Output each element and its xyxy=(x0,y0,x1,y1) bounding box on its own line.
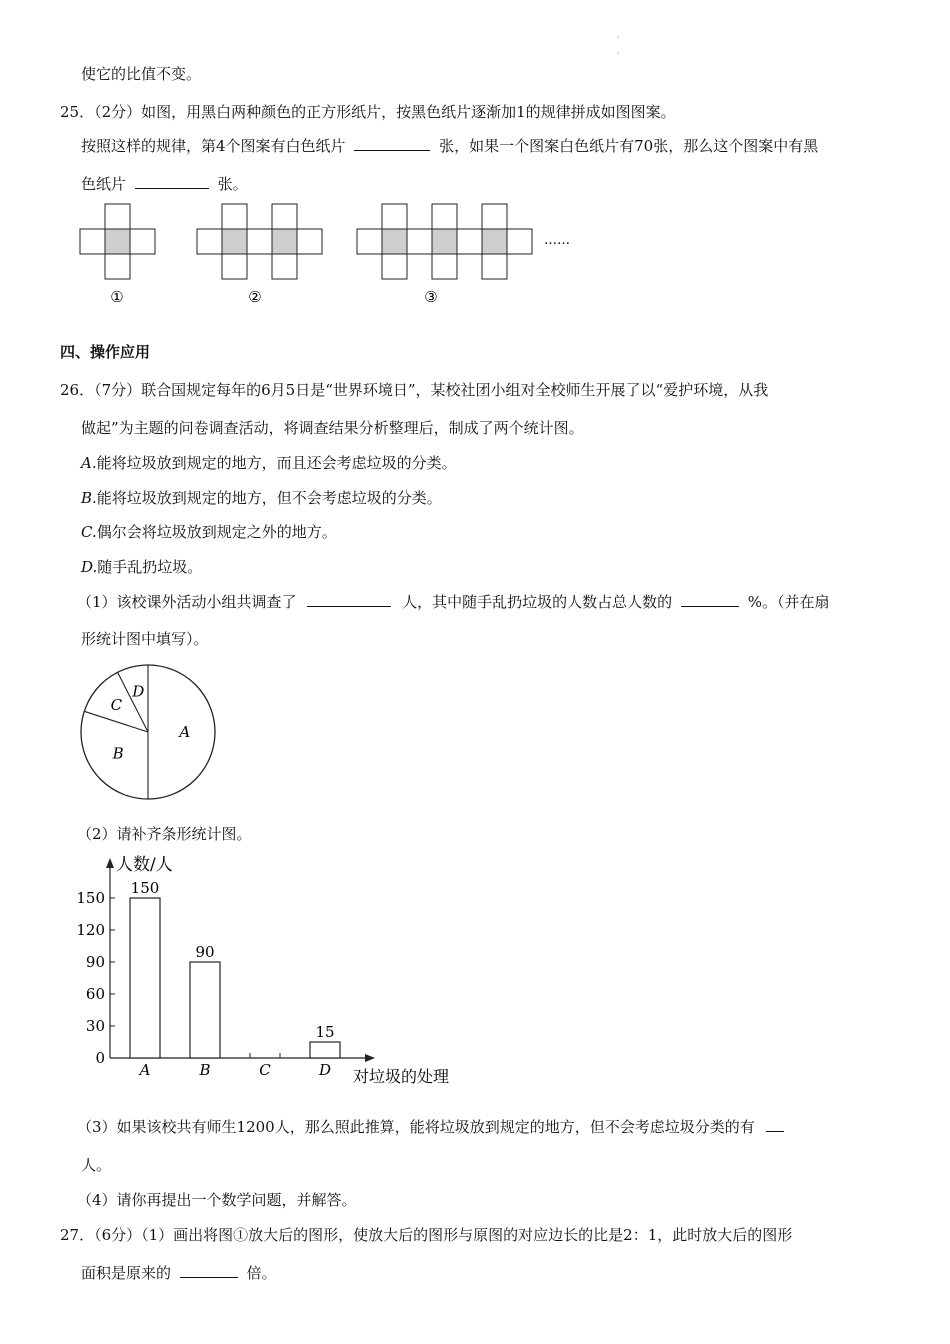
y-tick-label: 120 xyxy=(76,921,105,939)
option-d: D.随手乱扔垃圾。 xyxy=(81,558,203,576)
answer-blank[interactable] xyxy=(180,1263,238,1278)
bar-B xyxy=(190,962,220,1058)
pie-slice-label: B xyxy=(112,744,124,763)
part-1-line2: 形统计图中填写）。 xyxy=(81,630,209,648)
tile-pattern-figure xyxy=(60,194,620,314)
y-tick-label: 150 xyxy=(76,889,105,907)
bar-D xyxy=(310,1042,340,1058)
x-axis-arrow xyxy=(365,1054,375,1062)
white-tile xyxy=(272,254,297,279)
white-tile xyxy=(222,204,247,229)
question-25-line2: 按照这样的规律，第4个图案有白色纸片 张，如果一个图案白色纸片有70张，那么这个图案中有黑 xyxy=(81,137,819,155)
black-tile xyxy=(482,229,507,254)
pattern-ellipsis: …… xyxy=(544,233,570,248)
part-3: （3）如果该校共有师生1200人，那么照此推算，能将垃圾放到规定的地方，但不会考虑垃圾分类的有 xyxy=(77,1117,784,1137)
answer-blank[interactable] xyxy=(681,592,739,607)
pattern-label: ③ xyxy=(424,288,438,306)
white-tile xyxy=(105,254,130,279)
black-tile xyxy=(105,229,130,254)
question-27-stem: 27．（6分）（1）画出将图①放大后的图形，使放大后的图形与原图的对应边长的比是2：1，此时放大后的图形 xyxy=(60,1226,793,1244)
white-tile xyxy=(457,229,482,254)
white-tile xyxy=(357,229,382,254)
white-tile xyxy=(507,229,532,254)
white-tile xyxy=(130,229,155,254)
option-a: A.能将垃圾放到规定的地方，而且还会考虑垃圾的分类。 xyxy=(81,454,457,472)
x-axis-label: 对垃圾的处理 xyxy=(353,1067,450,1086)
answer-blank[interactable] xyxy=(766,1117,784,1132)
question-27-line2: 面积是原来的 倍。 xyxy=(81,1264,277,1282)
y-tick-label: 0 xyxy=(95,1049,105,1067)
white-tile xyxy=(382,204,407,229)
black-tile xyxy=(222,229,247,254)
pattern-2 xyxy=(197,204,322,279)
black-tile xyxy=(272,229,297,254)
y-tick-label: 30 xyxy=(85,1017,105,1035)
pattern-3 xyxy=(357,204,532,279)
y-tick-label: 60 xyxy=(85,985,105,1003)
bar-A xyxy=(130,898,160,1058)
corner-mark: ' xyxy=(617,35,620,44)
pattern-1 xyxy=(80,204,155,279)
option-c: C.偶尔会将垃圾放到规定之外的地方。 xyxy=(81,523,337,541)
bar-chart xyxy=(70,850,490,1090)
pattern-label: ① xyxy=(110,288,124,306)
question-25-stem: 25．（2分）如图，用黑白两种颜色的正方形纸片，按黑色纸片逐渐加1的规律拼成如图图案。 xyxy=(60,103,676,121)
pattern-label: ② xyxy=(248,288,262,306)
white-tile xyxy=(482,204,507,229)
black-tile xyxy=(432,229,457,254)
option-b: B.能将垃圾放到规定的地方，但不会考虑垃圾的分类。 xyxy=(81,489,442,507)
white-tile xyxy=(247,229,272,254)
white-tile xyxy=(432,204,457,229)
white-tile xyxy=(382,254,407,279)
pie-chart xyxy=(78,662,228,802)
white-tile xyxy=(407,229,432,254)
question-26-line2: 做起”为主题的问卷调查活动，将调查结果分析整理后，制成了两个统计图。 xyxy=(81,419,584,437)
answer-blank[interactable] xyxy=(354,136,430,151)
white-tile xyxy=(80,229,105,254)
part-4: （4）请你再提出一个数学问题，并解答。 xyxy=(77,1191,357,1209)
part-2: （2）请补齐条形统计图。 xyxy=(77,825,252,843)
white-tile xyxy=(105,204,130,229)
black-tile xyxy=(382,229,407,254)
x-category-label: C xyxy=(259,1061,271,1079)
white-tile xyxy=(197,229,222,254)
white-tile xyxy=(272,204,297,229)
bar-value-label: 150 xyxy=(130,879,160,897)
corner-mark: ' xyxy=(617,51,620,60)
section-heading: 四、操作应用 xyxy=(60,343,151,361)
x-category-label: D xyxy=(318,1061,332,1079)
question-26-stem: 26．（7分）联合国规定每年的6月5日是“世界环境日”，某校社团小组对全校师生开展了以“爱护环境，从我 xyxy=(60,381,769,399)
x-category-label: B xyxy=(199,1061,211,1079)
y-axis-label: 人数/人 xyxy=(116,855,173,875)
answer-blank[interactable] xyxy=(307,592,391,607)
white-tile xyxy=(297,229,322,254)
x-category-label: A xyxy=(139,1061,151,1079)
bar-value-label: 90 xyxy=(195,943,215,961)
white-tile xyxy=(482,254,507,279)
text-line: 使它的比值不变。 xyxy=(81,65,202,83)
y-tick-label: 90 xyxy=(85,953,105,971)
pie-slice-label: C xyxy=(110,696,123,715)
part-3-line2: 人。 xyxy=(81,1156,112,1174)
white-tile xyxy=(432,254,457,279)
pie-slice-label: D xyxy=(132,682,145,701)
answer-blank[interactable] xyxy=(135,174,209,189)
y-axis-arrow xyxy=(106,858,114,868)
question-25-line3: 色纸片 张。 xyxy=(81,175,248,193)
part-1: （1）该校课外活动小组共调查了 人，其中随手乱扔垃圾的人数占总人数的 %。（并在扇 xyxy=(77,593,830,611)
white-tile xyxy=(222,254,247,279)
bar-value-label: 15 xyxy=(315,1023,335,1041)
pie-slice-label: A xyxy=(179,723,191,741)
